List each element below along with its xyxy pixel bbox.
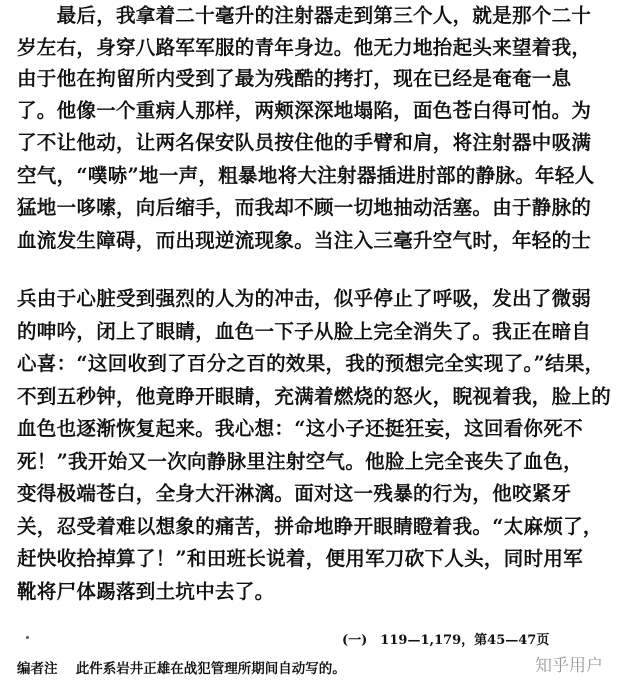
text-line: 血色也逐渐恢复起来。我心想：“这小子还挺狂妄，这回看你死不 bbox=[17, 417, 583, 440]
editor-note-label: 编者注 bbox=[17, 661, 58, 677]
text-line: 变得极端苍白，全身大汗淋漓。面对这一残暴的行为，他咬紧牙 bbox=[17, 482, 572, 505]
text-line: 赶快收拾掉算了！”和田班长说着，便用军刀砍下人头，同时用军 bbox=[17, 547, 583, 570]
text-line: 关，忍受着难以想象的痛苦，拼命地睁开眼睛瞪着我。“太麻烦了， bbox=[17, 515, 603, 538]
text-line: 空气，“噗哧”地一声，粗暴地将大注射器插进肘部的静脉。年轻人 bbox=[17, 164, 595, 187]
text-line: 不到五秒钟，他竟睁开眼睛，充满着燃烧的怒火，睨视着我，脸上的 bbox=[17, 385, 612, 408]
text-line: 最后，我拿着二十毫升的注射器走到第三个人，就是那个二十 bbox=[17, 4, 592, 27]
text-line: 了。他像一个重病人那样，两颊深深地塌陷，面色苍白得可怕。为 bbox=[17, 99, 592, 122]
zhihu-watermark: 知乎用户 bbox=[535, 656, 603, 676]
text-line: 血流发生障碍，而出现逆流现象。当注入三毫升空气时，年轻的士 bbox=[17, 229, 592, 252]
text-line: 靴将尸体踢落到土坑中去了。 bbox=[17, 580, 275, 603]
text-line: 兵由于心脏受到强烈的人为的冲击，似乎停止了呼吸，发出了微弱 bbox=[17, 287, 592, 310]
text-line: 的呻吟，闭上了眼睛，血色一下子从脸上完全消失了。我正在暗自 bbox=[17, 320, 592, 343]
scan-speck bbox=[26, 636, 29, 639]
text-line: 由于他在拘留所内受到了最为残酷的拷打，现在已经是奄奄一息 bbox=[17, 67, 572, 90]
text-line: 猛地一哆嗦，向后缩手，而我却不顾一切地抽动活塞。由于静脉的 bbox=[17, 196, 592, 219]
text-line: 死！”我开始又一次向静脉里注射空气。他脸上完全丧失了血色， bbox=[17, 450, 583, 473]
text-line: 心喜：“这回收到了百分之百的效果，我的预想完全实现了。”结果， bbox=[17, 352, 605, 375]
editor-note bbox=[17, 657, 346, 677]
text-line: 岁左右，身穿八路军军服的青年身边。他无力地抬起头来望着我， bbox=[17, 36, 592, 59]
source-citation: (一) 119—1,179，第45—47页 bbox=[342, 633, 550, 648]
text-line: 了不让他动，让两名保安队员按住他的手臂和肩，将注射器中吸满 bbox=[17, 131, 592, 154]
editor-note-text: 此件系岩井正雄在战犯管理所期间自动写的。 bbox=[75, 661, 346, 677]
